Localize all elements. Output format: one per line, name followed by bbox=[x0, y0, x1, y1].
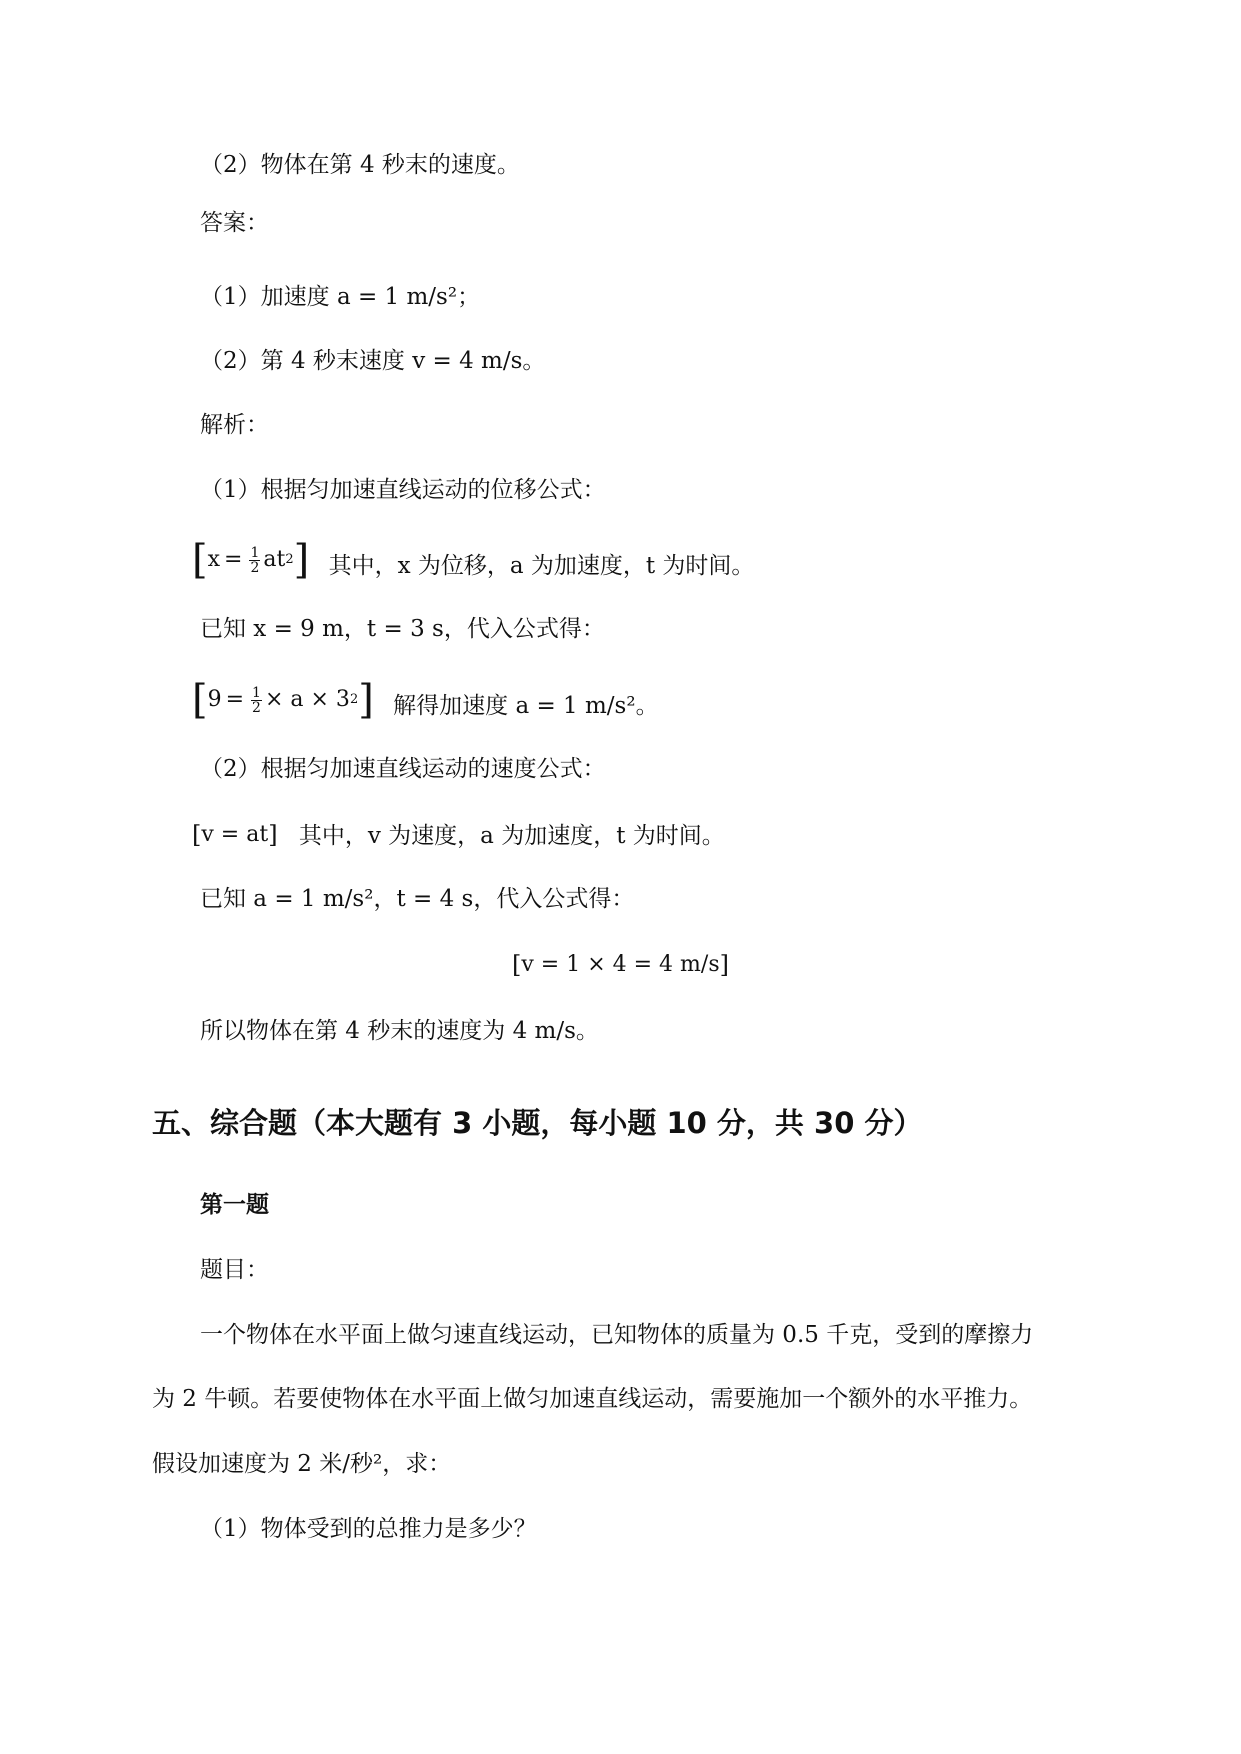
formula-2-row bbox=[192, 677, 659, 726]
formula-2-rhs: × a × 3 bbox=[264, 687, 350, 712]
section-title: 五、综合题（本大题有 3 小题，每小题 10 分，共 30 分） bbox=[152, 1106, 923, 1140]
formula-2-open-bracket: [ bbox=[192, 677, 208, 723]
formula-2-fraction bbox=[251, 686, 262, 715]
analysis-1-intro: （1）根据匀加速直线运动的位移公式： bbox=[200, 477, 606, 503]
formula-4-row bbox=[0, 950, 1241, 981]
formula-2-lhs: 9 bbox=[207, 687, 222, 712]
answer-label: 答案： bbox=[200, 210, 269, 236]
formula-1-row bbox=[192, 537, 755, 586]
formula-1-fraction bbox=[249, 546, 260, 575]
formula-4 bbox=[512, 950, 729, 980]
formula-3-row bbox=[192, 820, 725, 851]
question-paragraph-line-2: 为 2 牛顿。若要使物体在水平面上做匀加速直线运动，需要施加一个额外的水平推力。 bbox=[152, 1386, 1033, 1412]
formula-1-lhs: x bbox=[207, 547, 221, 572]
formula-4-close-bracket: ] bbox=[719, 951, 729, 979]
answer-1: （1）加速度 a = 1 m/s²； bbox=[200, 284, 481, 310]
formula-1-frac-den: 2 bbox=[250, 559, 260, 576]
formula-3-open-bracket: [ bbox=[192, 821, 202, 849]
question-paragraph-line-1: 一个物体在水平面上做匀速直线运动，已知物体的质量为 0.5 千克，受到的摩擦力 bbox=[200, 1322, 1034, 1348]
analysis-2-intro: （2）根据匀加速直线运动的速度公式： bbox=[200, 756, 606, 782]
question-part-2: （2）物体在第 4 秒末的速度。 bbox=[200, 152, 520, 178]
formula-2-frac-den: 2 bbox=[252, 699, 261, 716]
formula-4-open-bracket: [ bbox=[512, 951, 522, 979]
formula-1 bbox=[192, 537, 310, 583]
known-1: 已知 x = 9 m，t = 3 s，代入公式得： bbox=[200, 616, 605, 642]
analysis-label: 解析： bbox=[200, 412, 269, 438]
answer-2: （2）第 4 秒末速度 v = 4 m/s。 bbox=[200, 348, 546, 374]
question-paragraph-line-3: 假设加速度为 2 米/秒²，求： bbox=[152, 1451, 452, 1477]
formula-1-open-bracket: [ bbox=[192, 537, 208, 583]
formula-1-frac-num: 1 bbox=[250, 544, 260, 561]
question-label: 题目： bbox=[200, 1257, 269, 1283]
formula-2-exp: 2 bbox=[349, 692, 359, 707]
known-2: 已知 a = 1 m/s²，t = 4 s，代入公式得： bbox=[200, 886, 635, 912]
formula-2-close-bracket: ] bbox=[358, 677, 374, 723]
formula-2-frac-num: 1 bbox=[252, 684, 261, 701]
formula-1-desc: 其中，x 为位移，a 为加速度，t 为时间。 bbox=[328, 553, 755, 579]
formula-3 bbox=[192, 820, 278, 850]
question-sub-1: （1）物体受到的总推力是多少？ bbox=[200, 1516, 537, 1542]
formula-2 bbox=[192, 677, 374, 723]
formula-4-expr: v = 1 × 4 = 4 m/s bbox=[521, 952, 720, 977]
subsection-title: 第一题 bbox=[200, 1192, 269, 1218]
formula-2-desc: 解得加速度 a = 1 m/s²。 bbox=[393, 693, 659, 719]
formula-2-eq: = bbox=[225, 687, 245, 712]
formula-1-close-bracket: ] bbox=[293, 537, 310, 583]
formula-3-close-bracket: ] bbox=[268, 821, 278, 849]
conclusion: 所以物体在第 4 秒末的速度为 4 m/s。 bbox=[200, 1018, 599, 1044]
formula-1-exp: 2 bbox=[285, 552, 294, 567]
formula-3-expr: v = at bbox=[201, 822, 269, 847]
formula-1-eq: = bbox=[224, 547, 243, 572]
formula-3-desc: 其中，v 为速度，a 为加速度，t 为时间。 bbox=[298, 823, 725, 849]
formula-1-rhs: at bbox=[263, 547, 286, 572]
